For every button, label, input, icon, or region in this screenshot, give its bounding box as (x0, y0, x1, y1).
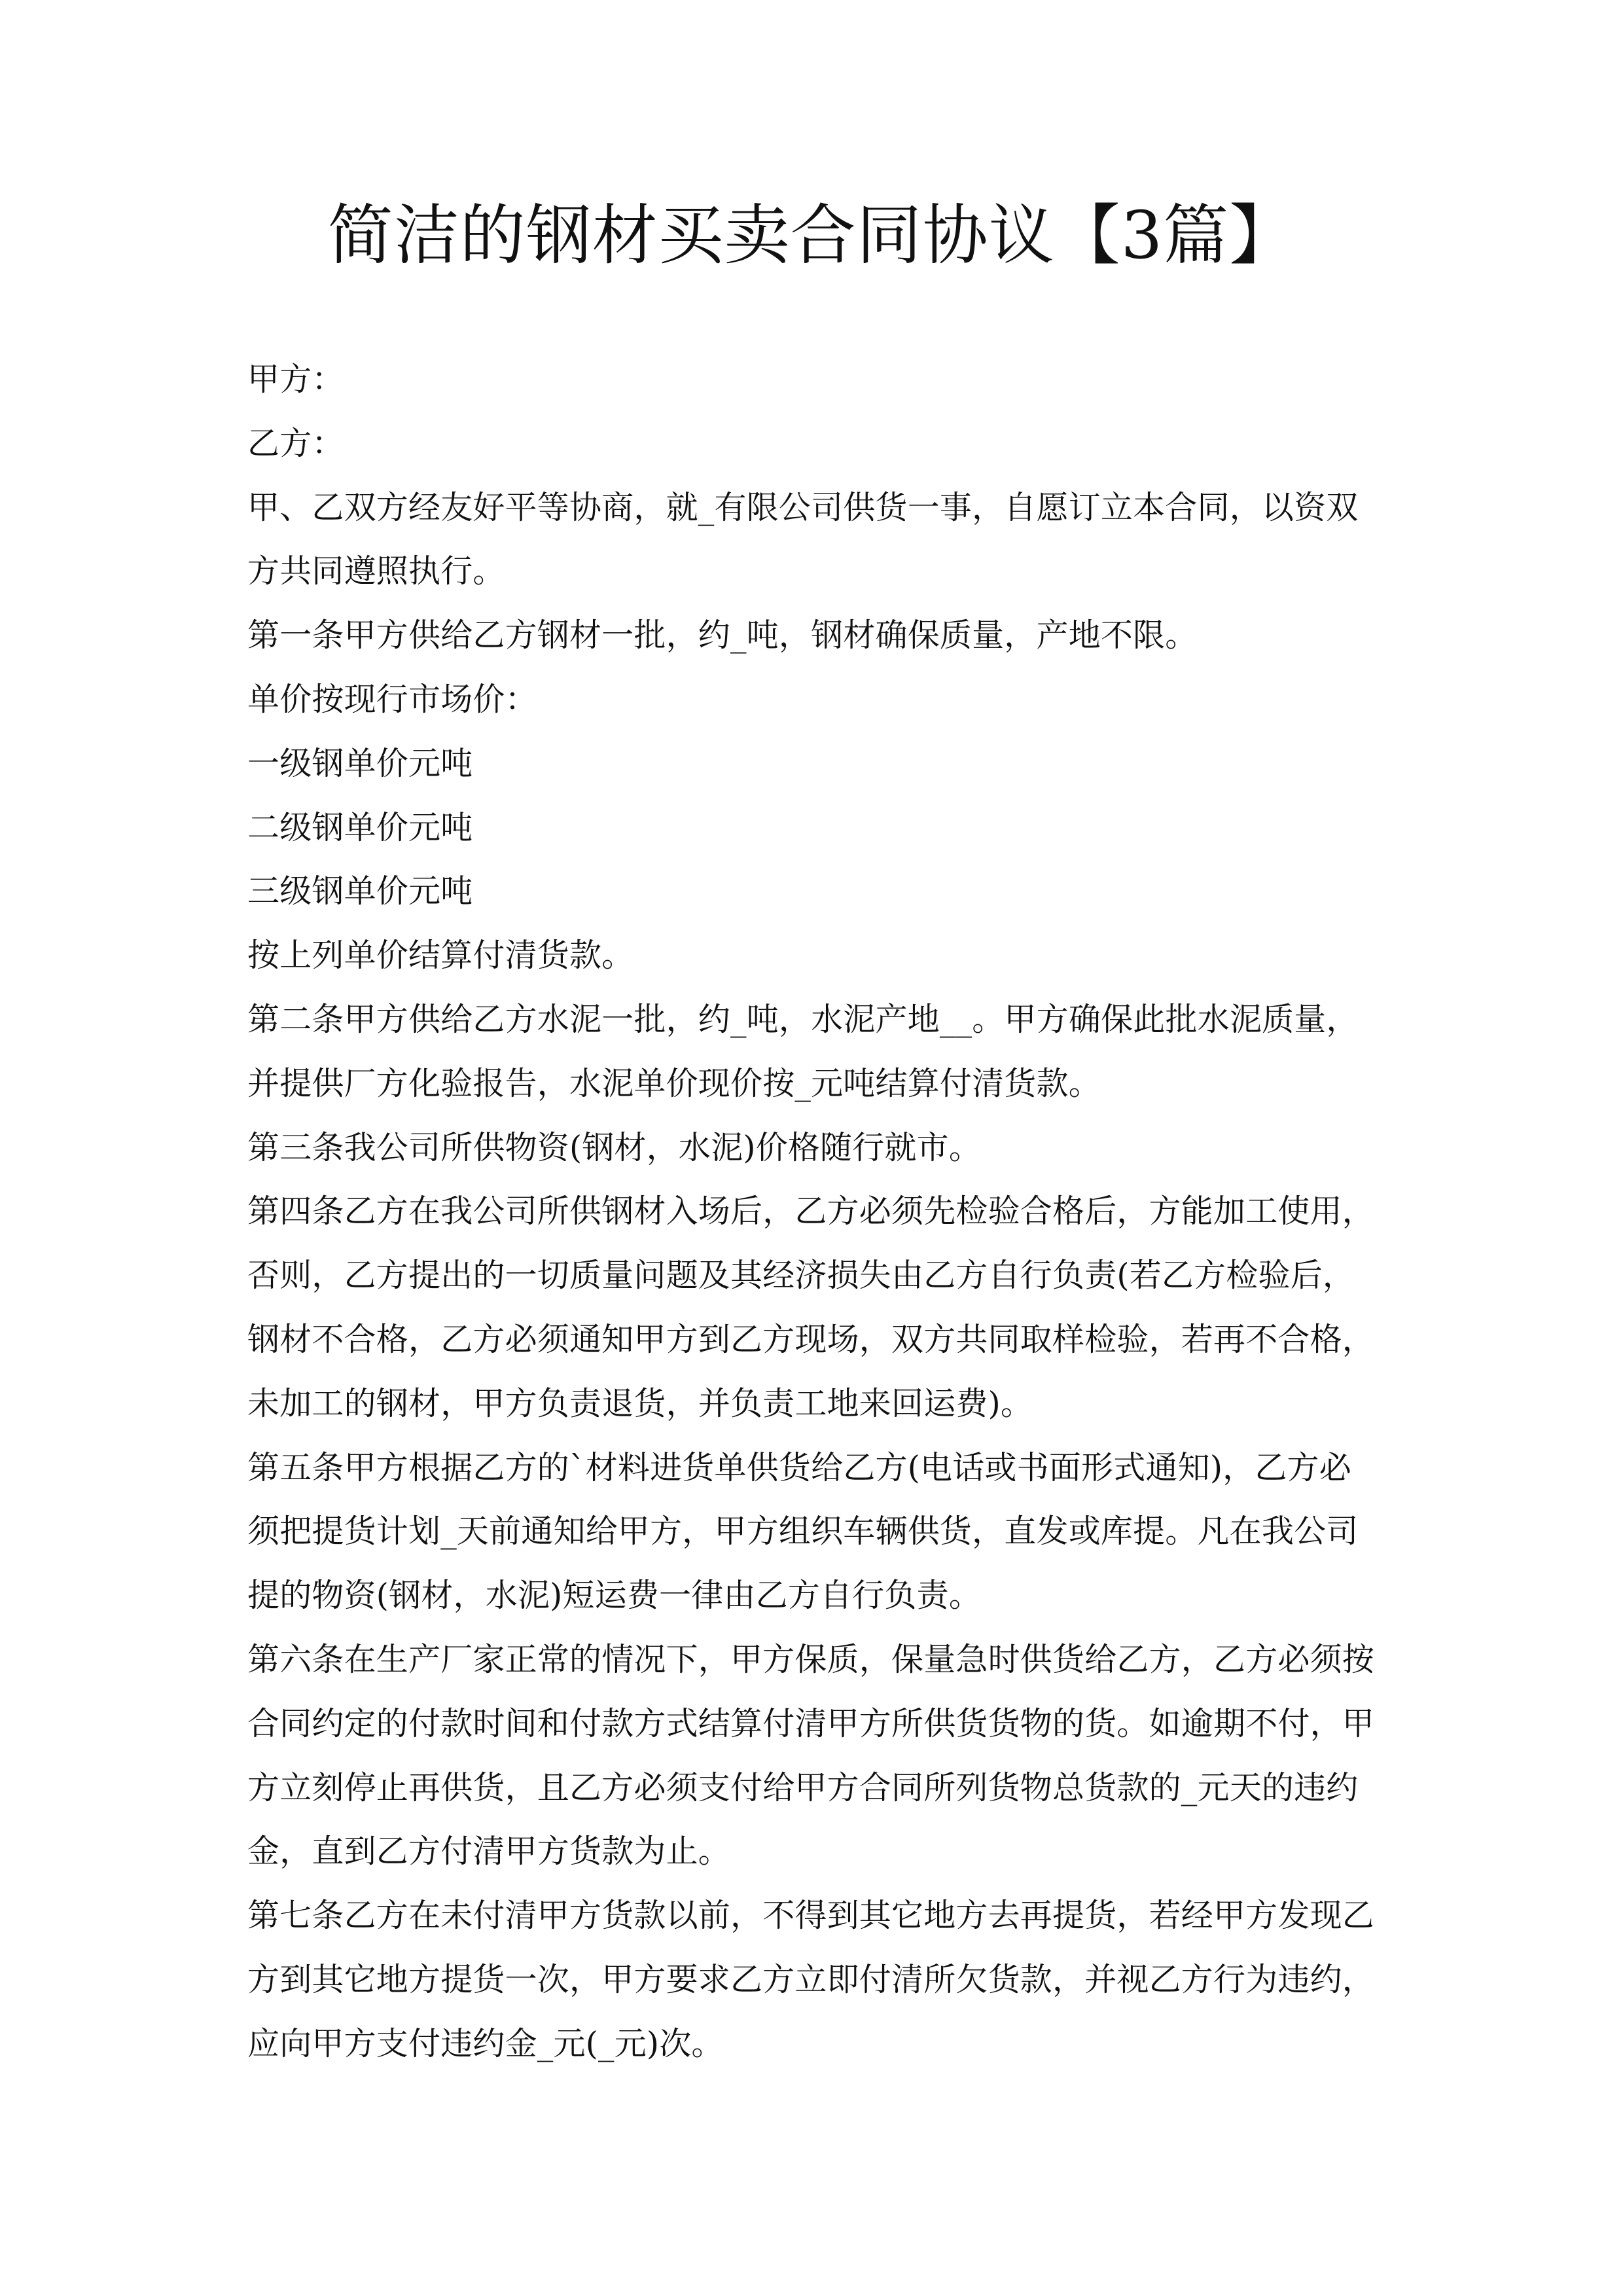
text-line: 方立刻停止再供货，且乙方必须支付给甲方合同所列货物总货款的_元天的违约 (247, 1768, 1359, 1806)
text-line: 按上列单价结算付清货款。 (247, 937, 634, 975)
text-line: 钢材不合格，乙方必须通知甲方到乙方现场，双方共同取样检验，若再不合格， (247, 1320, 1375, 1358)
text-line: 并提供厂方化验报告，水泥单价现价按_元吨结算付清货款。 (247, 1064, 1101, 1102)
text-line: 须把提货计划_天前通知给甲方，甲方组织车辆供货，直发或库提。凡在我公司 (247, 1513, 1359, 1551)
text-line: 第四条乙方在我公司所供钢材入场后，乙方必须先检验合格后，方能加工使用， (247, 1193, 1375, 1230)
paragraph (247, 924, 1412, 988)
paragraph (247, 1179, 1412, 1435)
paragraph (247, 1628, 1412, 1884)
document-body (247, 348, 1412, 2076)
paragraph (247, 988, 1412, 1116)
paragraph (247, 1116, 1412, 1180)
text-line: 单价按现行市场价： (247, 680, 537, 718)
paragraph (247, 412, 1412, 476)
text-line: 否则，乙方提出的一切质量问题及其经济损失由乙方自行负责(若乙方检验后， (247, 1257, 1355, 1295)
text-line: 甲方： (247, 361, 344, 398)
text-line: 甲、乙双方经友好平等协商，就_有限公司供货一事，自愿订立本合同，以资双 (247, 488, 1359, 526)
text-line: 提的物资(钢材，水泥)短运费一律由乙方自行负责。 (247, 1577, 982, 1615)
paragraph (247, 1884, 1412, 2075)
paragraph (247, 348, 1412, 412)
paragraph (247, 603, 1412, 668)
text-line: 金，直到乙方付清甲方货款为止。 (247, 1833, 731, 1871)
text-line: 第七条乙方在未付清甲方货款以前，不得到其它地方去再提货，若经甲方发现乙 (247, 1897, 1375, 1935)
paragraph (247, 1436, 1412, 1628)
text-line: 第一条甲方供给乙方钢材一批，约_吨，钢材确保质量，产地不限。 (247, 617, 1198, 655)
paragraph (247, 796, 1412, 860)
text-line: 乙方： (247, 424, 344, 462)
text-line: 方共同遵照执行。 (247, 552, 505, 590)
text-line: 第五条甲方根据乙方的`材料进货单供货给乙方(电话或书面形式通知)，乙方必 (247, 1448, 1351, 1486)
paragraph (247, 476, 1412, 604)
paragraph (247, 732, 1412, 796)
text-line: 合同约定的付款时间和付款方式结算付清甲方所供货货物的货。如逾期不付，甲 (247, 1704, 1375, 1742)
document-title: 简洁的钢材买卖合同协议【3篇】 (327, 197, 1296, 274)
text-line: 第三条我公司所供物资(钢材，水泥)价格随行就市。 (247, 1128, 982, 1166)
text-line: 未加工的钢材，甲方负责退货，并负责工地来回运费)。 (247, 1384, 1033, 1422)
text-line: 三级钢单价元吨 (247, 872, 473, 910)
text-line: 一级钢单价元吨 (247, 744, 473, 782)
text-line: 应向甲方支付违约金_元(_元)次。 (247, 2024, 724, 2062)
paragraph (247, 859, 1412, 924)
text-line: 二级钢单价元吨 (247, 808, 473, 846)
paragraph (247, 668, 1412, 732)
text-line: 方到其它地方提货一次，甲方要求乙方立即付清所欠货款，并视乙方行为违约， (247, 1960, 1375, 1998)
text-line: 第六条在生产厂家正常的情况下，甲方保质，保量急时供货给乙方，乙方必须按 (247, 1640, 1375, 1678)
text-line: 第二条甲方供给乙方水泥一批，约_吨，水泥产地__。甲方确保此批水泥质量， (247, 1000, 1359, 1038)
